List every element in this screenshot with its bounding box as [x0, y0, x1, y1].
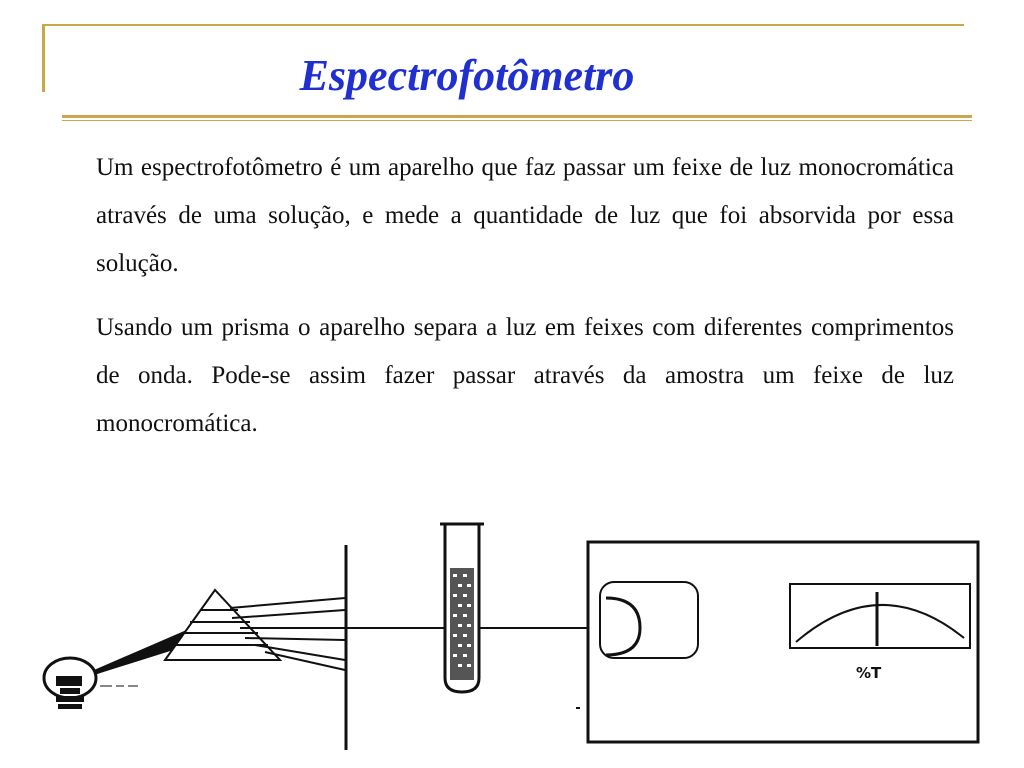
paragraph-1: Um espectrofotômetro é um aparelho que faz passar um feixe de luz monocromática através de uma solução, e mede a quantidade de luz que foi absorvida por essa solução.: [96, 154, 954, 277]
frame-top-line: [42, 24, 964, 26]
dispersed-beams: [230, 598, 600, 670]
spectrophotometer-diagram: [0, 500, 1024, 768]
transmittance-meter: [790, 584, 970, 648]
slide-body: [96, 144, 954, 464]
paragraph-2: Usando um prisma o aparelho separa a luz em feixes com diferentes comprimentos de onda. Pode-se assim fazer passar através da amostra um feixe de luz monocromática.: [96, 314, 954, 437]
test-tube-icon: [440, 524, 484, 692]
meter-label: %T: [856, 664, 882, 682]
light-bulb-icon: [44, 658, 138, 709]
prism-icon: [165, 590, 280, 660]
slide-title: Espectrofotômetro: [299, 51, 635, 100]
title-underline-thin: [62, 120, 972, 121]
title-underline: [62, 115, 972, 118]
